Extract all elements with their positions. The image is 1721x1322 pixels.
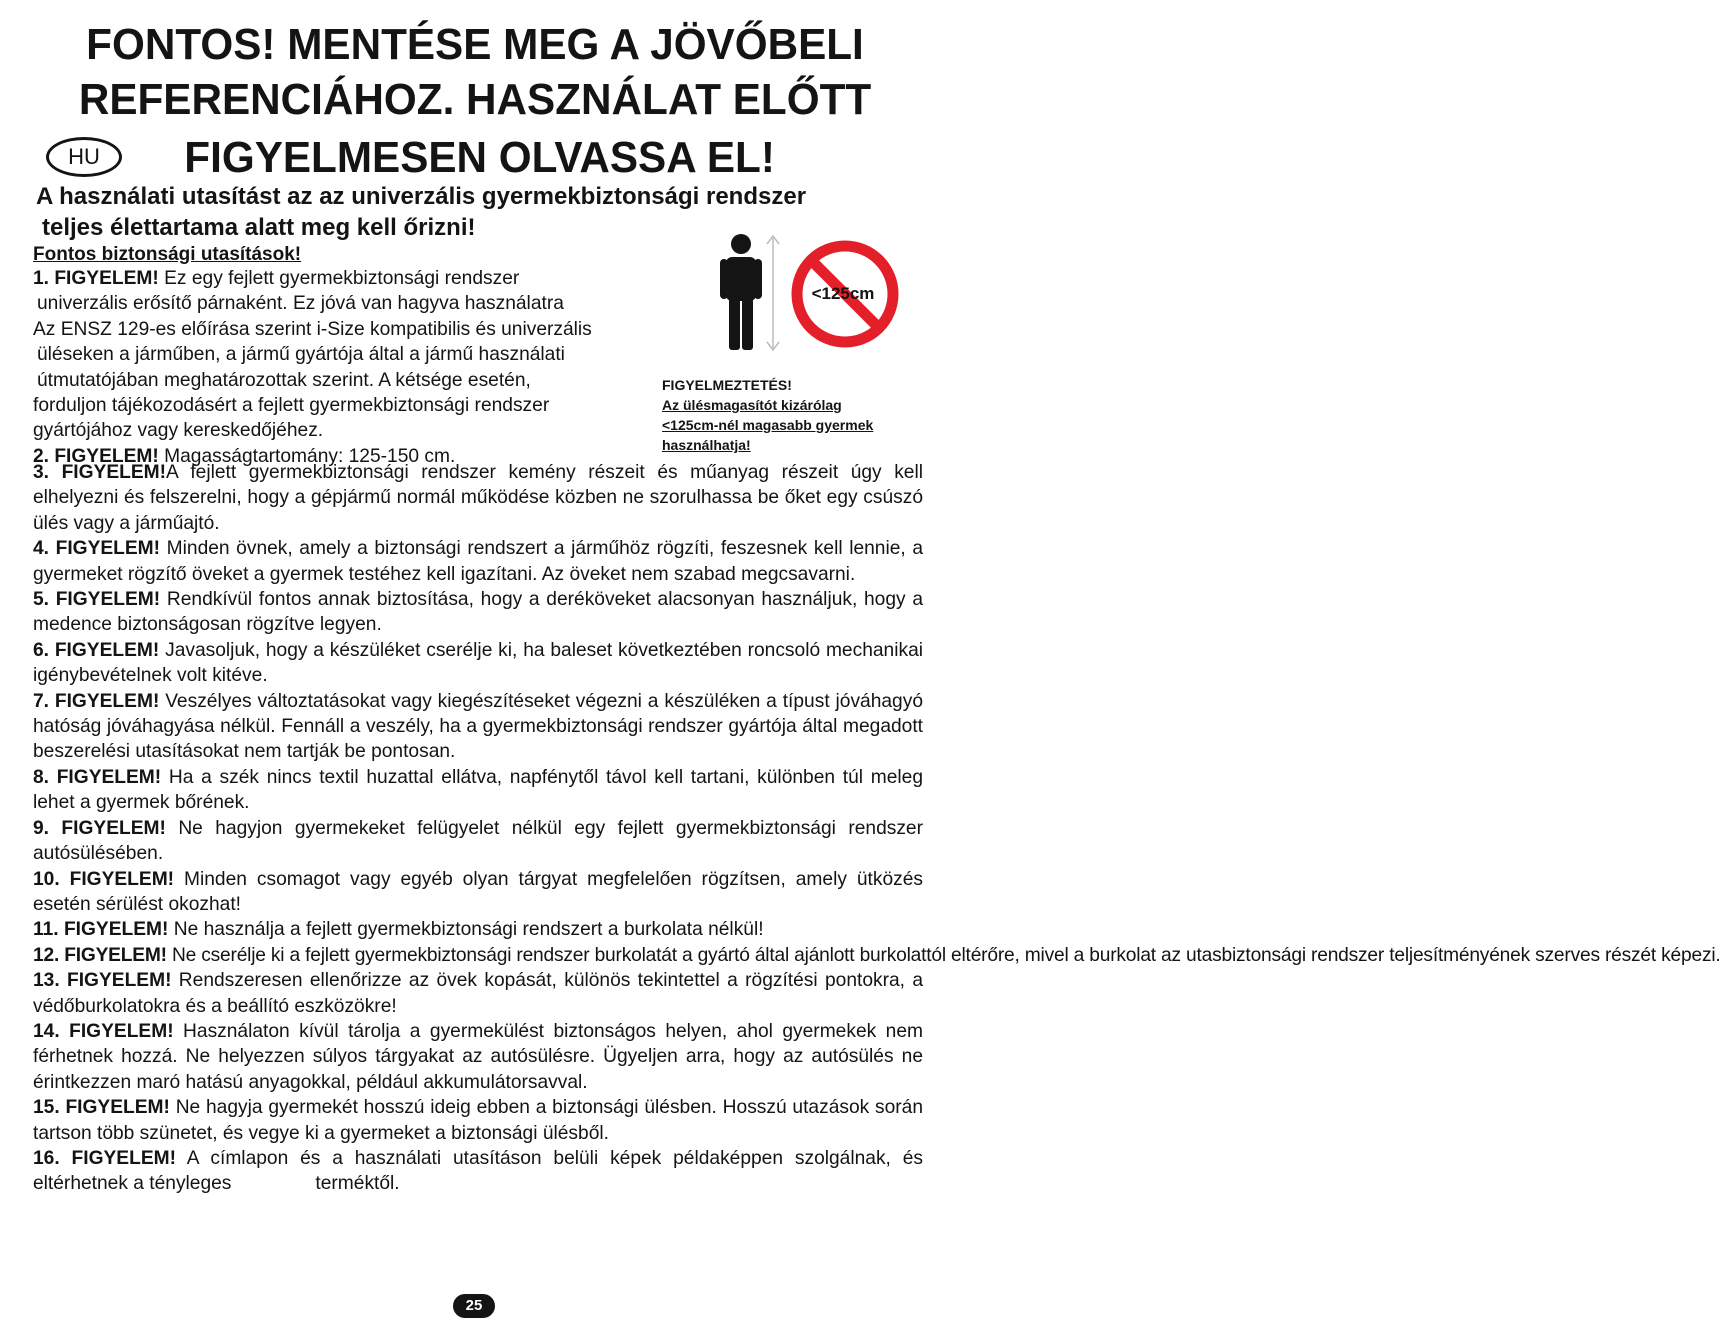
section-heading: Fontos biztonsági utasítások!: [33, 244, 302, 265]
page-title-line-1: FONTOS! MENTÉSE MEG A JÖVŐBELI: [86, 20, 864, 69]
instruction-item: [33, 968, 923, 1019]
item-label: 1. FIGYELEM!: [33, 268, 159, 289]
subtitle-line-1: A használati utasítást az az univerzális gyermekbiztonsági rendszer: [36, 183, 807, 210]
item-label: 13. FIGYELEM!: [33, 970, 172, 992]
warning-title: FIGYELMEZTETÉS!: [662, 377, 792, 393]
item-text: Ez egy fejlett gyermekbiztonsági rendszer: [158, 268, 520, 289]
item-label: 6. FIGYELEM!: [33, 639, 160, 661]
item-label: 12. FIGYELEM!: [33, 944, 167, 966]
item-label: 10. FIGYELEM!: [33, 868, 175, 890]
item-label: 4. FIGYELEM!: [33, 538, 161, 560]
item-label: 16. FIGYELEM!: [33, 1147, 176, 1169]
page-title-line-3: FIGYELMESEN OLVASSA EL!: [184, 133, 775, 182]
instruction-item: [33, 943, 1721, 968]
instruction-list: [33, 460, 1721, 1197]
instruction-item: [33, 536, 923, 587]
item-1-line: gyártójához vagy kereskedőjéhez.: [33, 420, 324, 442]
item-label: 11. FIGYELEM!: [33, 919, 169, 941]
item-text: Veszélyes változtatásokat vagy kiegészítéseket végezni a készüléken a típust jóváhagyó hatóság jóváhagyása nélkül. Fennáll a veszély, ha a gyermekbiztonsági rendszer gyártója által megadott beszerelési utasításokat nem tartják be pontosan.: [33, 690, 923, 763]
item-text: Ne cserélje ki a fejlett gyermekbiztonsági rendszer burkolatát a gyártó által ajánlott burkolattól eltérőre, mivel a burkolat az utasbiztonsági rendszer teljesítményének szerves részét képezi.: [166, 944, 1721, 966]
instruction-item: [33, 1146, 923, 1197]
instruction-item: [33, 587, 923, 638]
item-label: 15. FIGYELEM!: [33, 1097, 170, 1119]
instruction-item: [33, 867, 923, 918]
instruction-item: [33, 765, 923, 816]
item-text: A címlapon és a használati utasításon belüli képek példaképpen szolgálnak, és eltérhetnek a tényleges: [33, 1147, 923, 1195]
instruction-item: [33, 917, 923, 942]
warning-box: [662, 375, 937, 455]
item-label: 8. FIGYELEM!: [33, 766, 162, 788]
item-text: Ne használja a fejlett gyermekbiztonsági rendszert a burkolata nélkül!: [168, 919, 764, 941]
instruction-item: [33, 638, 923, 689]
instruction-item: [33, 1095, 923, 1146]
item-text: A fejlett gyermekbiztonsági rendszer kemény részeit és műanyag részeit úgy kell elhelyezni és felszerelni, hogy a gépjármű normál működése közben ne szorulhassa be őket egy csúszó ülés vagy a járműajtó.: [33, 462, 924, 534]
item-label: 9. FIGYELEM!: [33, 817, 166, 839]
intro-block: [33, 266, 693, 469]
warning-line: Az ülésmagasítót kizárólag: [662, 397, 842, 413]
item-1-line: [33, 266, 693, 291]
item-1-line: üléseken a járműben, a jármű gyártója által a jármű használati: [37, 344, 565, 366]
instruction-item: [33, 816, 923, 867]
standing-person-icon: [720, 234, 762, 350]
language-badge: HU: [46, 137, 122, 177]
item-text: Ne hagyja gyermekét hosszú ideig ebben a biztonsági ülésben. Hosszú utazások során tartson több szünetet, és vegye ki a gyermeket a biztonsági ülésből.: [33, 1097, 923, 1144]
item-label: 7. FIGYELEM!: [33, 690, 160, 712]
height-arrow-icon: [767, 236, 779, 350]
item-label: 2. FIGYELEM!: [33, 445, 159, 467]
item-text: Használaton kívül tárolja a gyermekülést biztonságos helyen, ahol gyermekek nem férhetnek hozzá. Ne helyezzen súlyos tárgyakat az autósülésre. Ügyeljen arra, hogy az autósülés ne érintkezzen maró hatású anyagokkal, például akkumulátorsavval.: [33, 1020, 923, 1093]
item-text: Minden csomagot vagy egyéb olyan tárgyat megfelelően rögzítsen, amely ütközés esetén sérülést okozhat!: [33, 868, 923, 915]
warning-line: <125cm-nél magasabb gyermek: [662, 417, 874, 433]
item-text: Minden övnek, amely a biztonsági rendszert a járműhöz rögzíti, feszesnek kell lennie, a gyermeket rögzítő öveket a gyermek testéhez kell igazítani. Az öveket nem szabad megcsavarni.: [33, 538, 924, 585]
item-text: Ha a szék nincs textil huzattal ellátva, napfénytől távol kell tartani, különben túl meleg lehet a gyermek bőrének.: [33, 766, 923, 814]
item-text: Rendkívül fontos annak biztosítása, hogy a deréköveket alacsonyan használjuk, hogy a medence biztonságosan rögzítve legyen.: [33, 589, 923, 636]
item-label: 14. FIGYELEM!: [33, 1020, 174, 1042]
sign-height-label: <125cm: [811, 284, 875, 303]
prohibition-sign: [797, 246, 893, 342]
item-1-line: útmutatójában meghatározottak szerint. A kétsége esetén,: [37, 369, 531, 391]
item-1-line: Az ENSZ 129-es előírása szerint i-Size kompatibilis és univerzális: [33, 318, 592, 340]
page-number: 25: [453, 1294, 495, 1318]
item-text: Magasságtartomány: 125-150 cm.: [158, 445, 456, 467]
page-title-line-2: REFERENCIÁHOZ. HASZNÁLAT ELŐTT: [78, 75, 872, 124]
warning-line: használhatja!: [662, 437, 751, 453]
item-text-end: terméktől.: [315, 1173, 400, 1195]
item-text: Rendszeresen ellenőrizze az övek kopását, különös tekintettel a rögzítési pontokra, a védőburkolatokra és a beállító eszközökre!: [33, 970, 923, 1017]
instruction-item: [33, 689, 923, 765]
instruction-item: [33, 1019, 923, 1095]
item-text: Javasoljuk, hogy a készüléket cserélje ki, ha baleset következtében roncsoló mechanikai igénybevételnek volt kitéve.: [33, 639, 924, 687]
subtitle-line-2: teljes élettartama alatt meg kell őrizni!: [42, 214, 476, 241]
item-label: 3. FIGYELEM!: [33, 462, 167, 483]
item-1-line: univerzális erősítő párnaként. Ez jóvá van hagyva használatra: [37, 293, 564, 315]
instruction-item: [33, 460, 923, 536]
height-restriction-figure: [715, 232, 935, 367]
item-text: Ne hagyjon gyermekeket felügyelet nélkül egy fejlett gyermekbiztonsági rendszer autósülésében.: [33, 817, 923, 865]
item-label: 5. FIGYELEM!: [33, 589, 161, 611]
item-1-line: forduljon tájékozodásért a fejlett gyermekbiztonsági rendszer: [33, 395, 550, 417]
